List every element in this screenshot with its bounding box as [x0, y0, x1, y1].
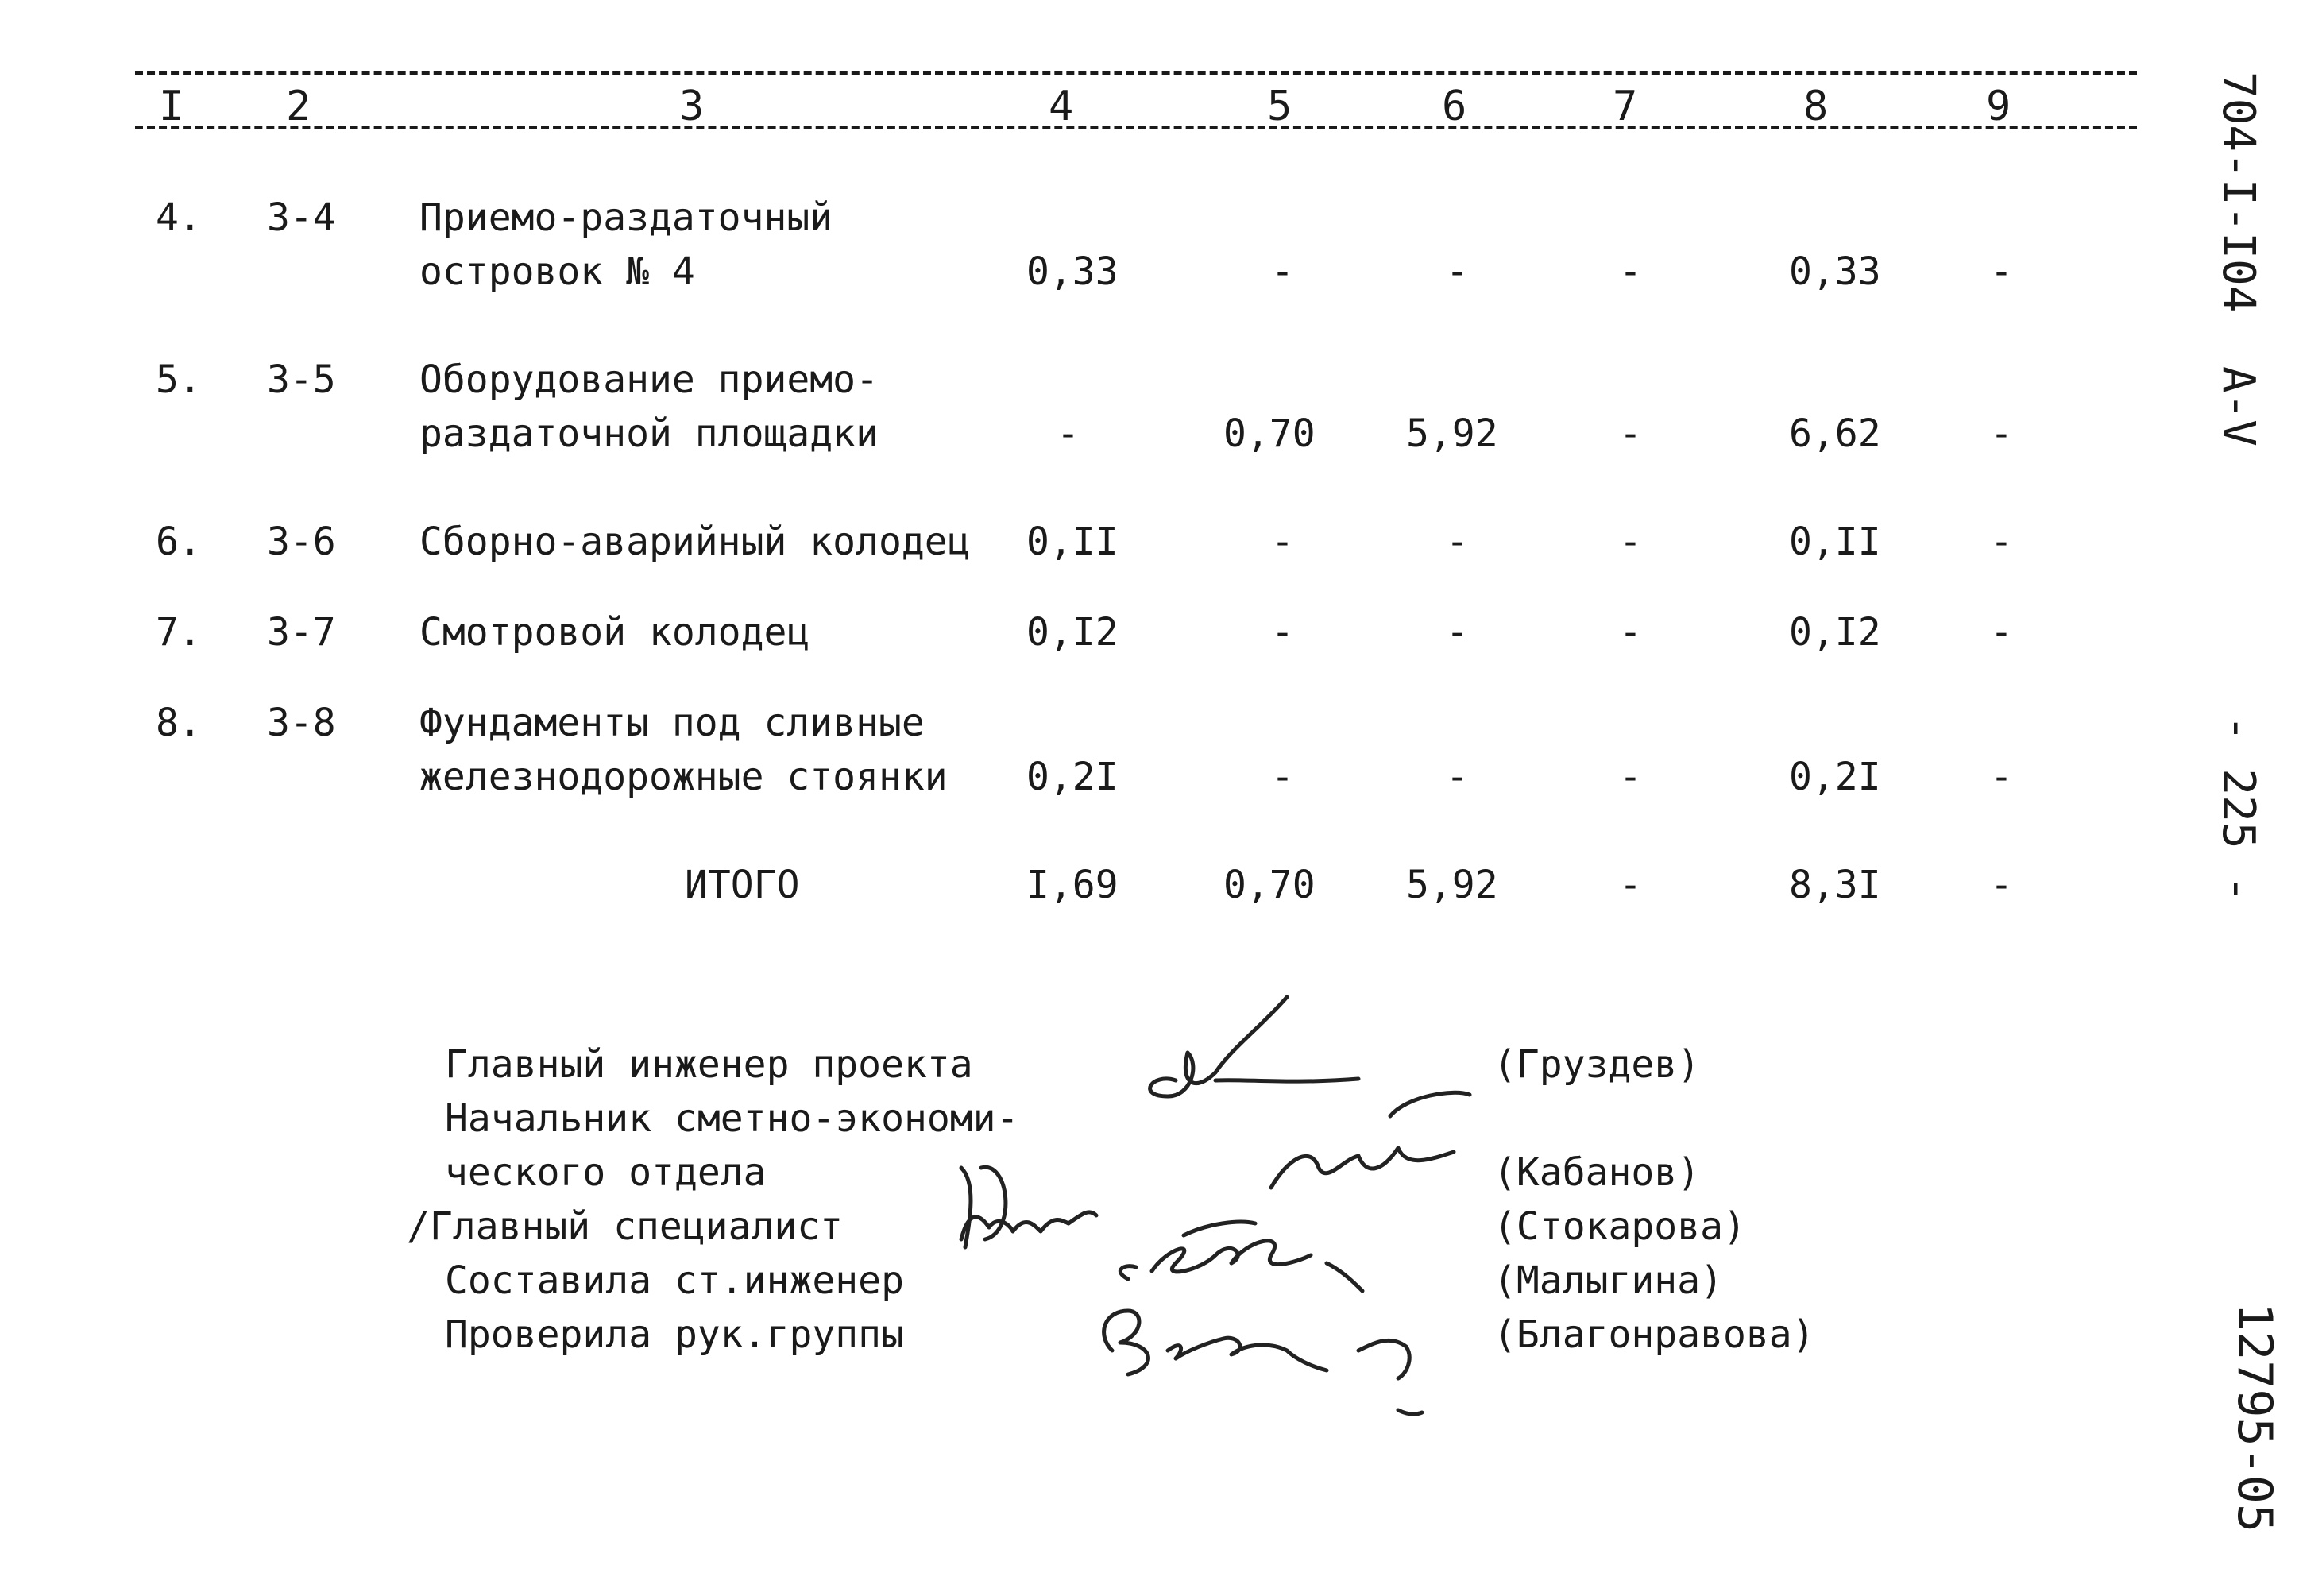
role-head-line2: ческого отдела — [445, 1150, 767, 1195]
page-number: - 225 - — [2212, 715, 2264, 903]
row-number: 6. — [156, 520, 202, 564]
cell-col6: - — [1446, 755, 1469, 799]
cell-col5: - — [1271, 520, 1294, 564]
name-stokarova: (Стокарова) — [1493, 1204, 1746, 1249]
cell-col9: - — [1990, 755, 2013, 799]
total-col6: 5,92 — [1406, 863, 1498, 907]
cell-col6: - — [1446, 520, 1469, 564]
total-col8: 8,3I — [1789, 863, 1881, 907]
cell-col5: - — [1271, 249, 1294, 294]
role-chief-specialist: /Главный специалист — [407, 1204, 844, 1249]
row-code: 3-4 — [267, 195, 336, 240]
col-header-5: 5 — [1267, 83, 1292, 130]
archive-number: 12795-05 — [2227, 1303, 2282, 1532]
role-head-line1: Начальник сметно-экономи- — [445, 1096, 1019, 1141]
cell-col8: 0,II — [1789, 520, 1881, 564]
col-header-9: 9 — [1986, 83, 2011, 130]
total-col7: - — [1619, 863, 1642, 907]
col-header-3: 3 — [679, 83, 705, 130]
role-compiled-by: Составила ст.инженер — [445, 1258, 904, 1303]
row-name-line2: железнодорожные стоянки — [419, 755, 948, 799]
cell-col9: - — [1990, 249, 2013, 294]
name-blagonravova: (Благонравова) — [1493, 1312, 1815, 1357]
cell-col5: 0,70 — [1223, 412, 1316, 456]
cell-col6: - — [1446, 249, 1469, 294]
row-code: 3-8 — [267, 701, 336, 745]
cell-col7: - — [1619, 249, 1642, 294]
cell-col5: - — [1271, 755, 1294, 799]
cell-col4: 0,II — [1026, 520, 1119, 564]
col-header-6: 6 — [1442, 83, 1467, 130]
cell-col4: 0,33 — [1026, 249, 1119, 294]
row-name-line1: Сборно-аварийный колодец — [419, 520, 971, 564]
row-code: 3-5 — [267, 357, 336, 402]
row-number: 8. — [156, 701, 202, 745]
row-name-line2: раздаточной площадки — [419, 412, 879, 456]
cell-col7: - — [1619, 610, 1642, 655]
row-name-line1: Смотровой колодец — [419, 610, 810, 655]
row-name-line1: Оборудование приемо- — [419, 357, 879, 402]
cell-col6: - — [1446, 610, 1469, 655]
document-code: 704-I-I04 A-V — [2212, 71, 2264, 447]
header-top-rule — [135, 71, 2137, 75]
cell-col8: 0,I2 — [1789, 610, 1881, 655]
col-header-1: I — [159, 83, 184, 130]
row-code: 3-7 — [267, 610, 336, 655]
col-header-4: 4 — [1049, 83, 1074, 130]
role-chief-engineer: Главный инженер проекта — [445, 1042, 973, 1087]
signature-4 — [1120, 1222, 1362, 1291]
signature-3 — [961, 1167, 1096, 1247]
cell-col6: 5,92 — [1406, 412, 1498, 456]
row-name-line2: островок № 4 — [419, 249, 695, 294]
name-malygina: (Малыгина) — [1493, 1258, 1723, 1303]
cell-col4: 0,I2 — [1026, 610, 1119, 655]
col-header-2: 2 — [286, 83, 311, 130]
cell-col7: - — [1619, 412, 1642, 456]
cell-col9: - — [1990, 610, 2013, 655]
cell-col7: - — [1619, 520, 1642, 564]
cell-col8: 0,33 — [1789, 249, 1881, 294]
row-name-line1: Приемо-раздаточный — [419, 195, 833, 240]
total-col4: I,69 — [1026, 863, 1119, 907]
row-name-line1: Фундаменты под сливные — [419, 701, 925, 745]
header-bottom-rule — [135, 126, 2137, 129]
role-checked-by: Проверила рук.группы — [445, 1312, 904, 1357]
cell-col4: - — [1057, 412, 1080, 456]
cell-col8: 6,62 — [1789, 412, 1881, 456]
row-number: 4. — [156, 195, 202, 240]
row-number: 5. — [156, 357, 202, 402]
name-gruzdev: (Груздев) — [1493, 1042, 1701, 1087]
total-label: ИТОГО — [685, 863, 800, 907]
total-col5: 0,70 — [1223, 863, 1316, 907]
cell-col8: 0,2I — [1789, 755, 1881, 799]
col-header-8: 8 — [1803, 83, 1829, 130]
cell-col4: 0,2I — [1026, 755, 1119, 799]
cell-col9: - — [1990, 520, 2013, 564]
signature-1 — [1150, 997, 1358, 1096]
cell-col5: - — [1271, 610, 1294, 655]
cell-col7: - — [1619, 755, 1642, 799]
name-kabanov: (Кабанов) — [1493, 1150, 1701, 1195]
row-number: 7. — [156, 610, 202, 655]
handwritten-signatures — [914, 977, 1708, 1454]
cell-col9: - — [1990, 412, 2013, 456]
col-header-7: 7 — [1613, 83, 1638, 130]
total-col9: - — [1990, 863, 2013, 907]
signature-5 — [1104, 1311, 1422, 1414]
signature-2 — [1271, 1092, 1470, 1188]
row-code: 3-6 — [267, 520, 336, 564]
